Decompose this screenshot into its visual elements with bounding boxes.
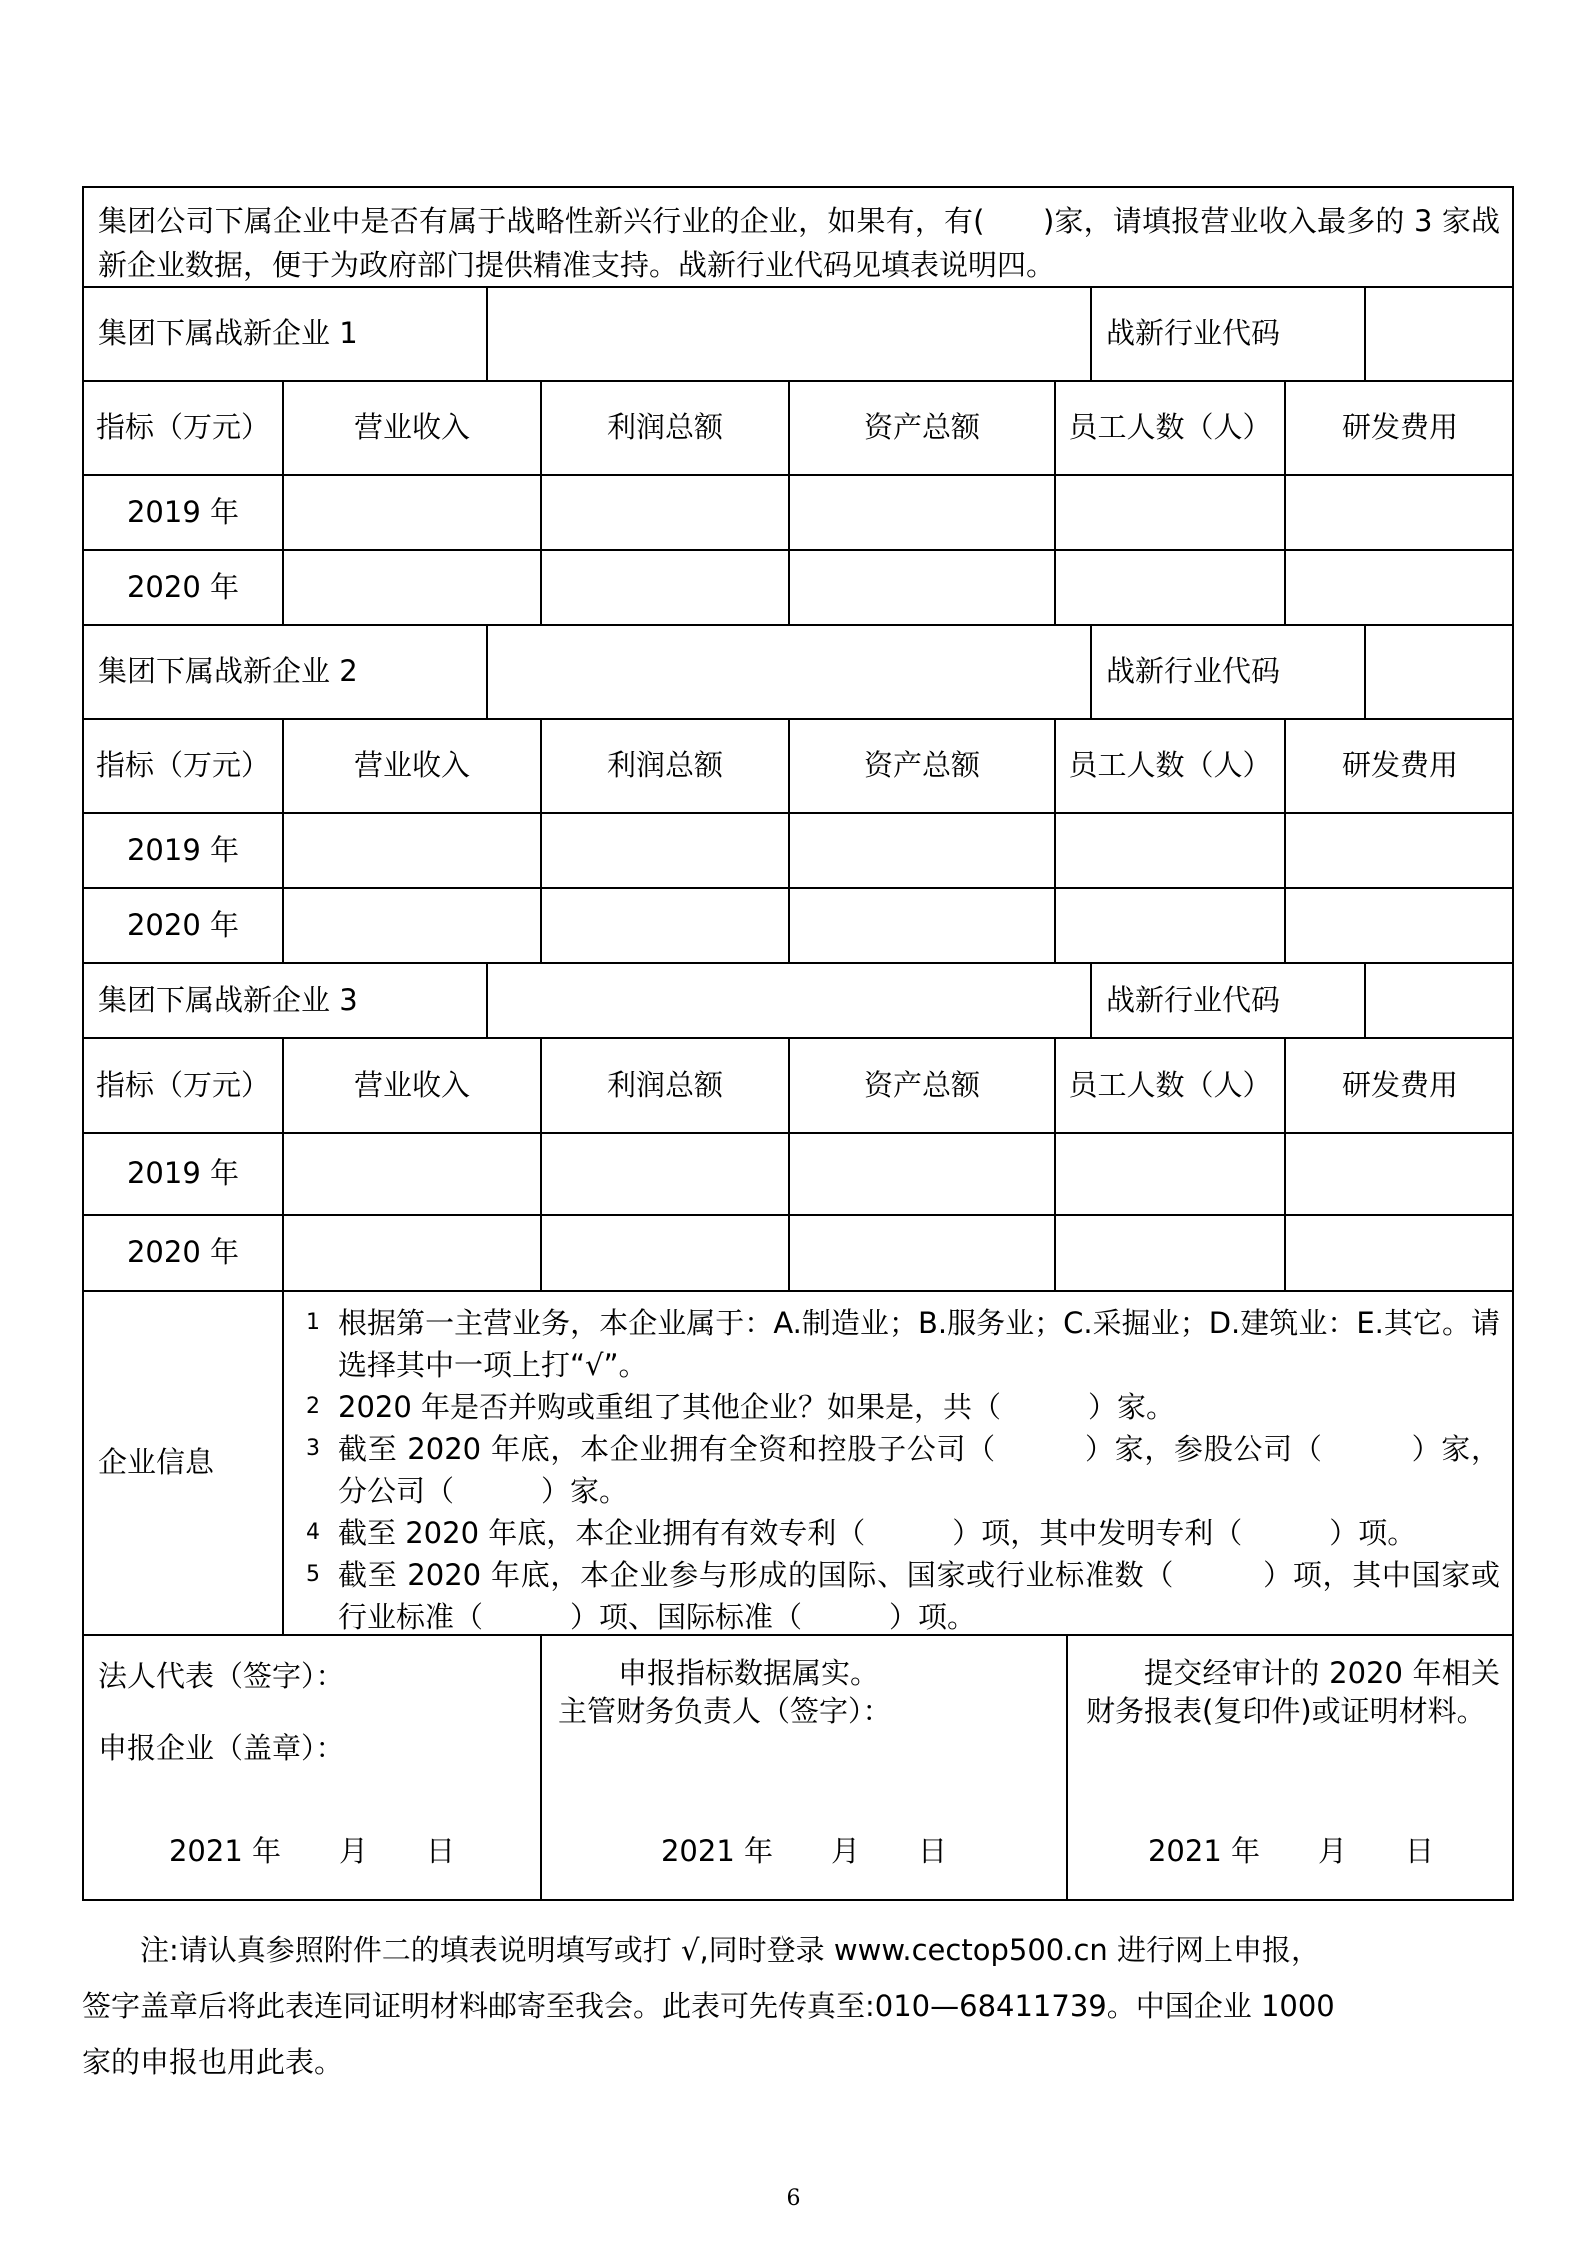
footnote-line-1: 注:请认真参照附件二的填表说明填写或打 √,同时登录 www.cectop500.cn 进行网上申报，: [140, 1933, 1320, 1967]
list-item: 2 2020 年是否并购或重组了其他企业？如果是，共（ ）家。: [306, 1390, 1176, 1424]
enterprise-2-code-label: 战新行业代码: [1090, 624, 1364, 718]
header-rd: 研发费用: [1284, 1037, 1514, 1132]
year-2019: 2019 年: [82, 812, 282, 887]
input-cell[interactable]: [282, 887, 540, 962]
intro-cell: [82, 186, 1514, 286]
enterprise-1-code-label: 战新行业代码: [1090, 286, 1364, 380]
input-cell[interactable]: [282, 1214, 540, 1290]
input-cell[interactable]: [1284, 812, 1514, 887]
date-line: 2021 年 月 日: [660, 1833, 948, 1868]
input-cell[interactable]: [788, 887, 1054, 962]
enterprise-3-label: 集团下属战新企业 3: [82, 962, 486, 1037]
input-cell[interactable]: [1284, 474, 1514, 549]
list-item: 5 截至 2020 年底，本企业参与形成的国际、国家或行业标准数（ ）项，其中国家或行业标准（ ）项、国际标准（ ）项。: [306, 1558, 1500, 1634]
header-indicator: 指标（万元）: [82, 380, 282, 474]
input-cell[interactable]: [1054, 549, 1284, 624]
input-cell[interactable]: [1054, 1214, 1284, 1290]
enterprise-3-code-label: 战新行业代码: [1090, 962, 1364, 1037]
legal-rep-signature-label: 法人代表（签字）：: [98, 1659, 345, 1693]
enterprise-2-name-field[interactable]: [486, 624, 1090, 718]
header-revenue: 营业收入: [282, 718, 540, 812]
header-profit: 利润总额: [540, 380, 788, 474]
enterprise-2-code-field[interactable]: [1364, 624, 1514, 718]
input-cell[interactable]: [788, 549, 1054, 624]
signature-documents: [1066, 1634, 1514, 1901]
input-cell[interactable]: [788, 474, 1054, 549]
input-cell[interactable]: [1054, 1132, 1284, 1214]
finance-head-signature-label: 主管财务负责人（签字）：: [558, 1694, 892, 1728]
header-revenue: 营业收入: [282, 1037, 540, 1132]
signature-finance: [540, 1634, 1066, 1901]
input-cell[interactable]: [1284, 887, 1514, 962]
header-profit: 利润总额: [540, 718, 788, 812]
signature-legal-rep: [82, 1634, 540, 1901]
input-cell[interactable]: [540, 887, 788, 962]
header-indicator: 指标（万元）: [82, 1037, 282, 1132]
date-line: 2021 年 月 日: [1147, 1833, 1435, 1868]
enterprise-2-label: 集团下属战新企业 2: [82, 624, 486, 718]
year-2020: 2020 年: [82, 1214, 282, 1290]
input-cell[interactable]: [1054, 887, 1284, 962]
enterprise-1-name-field[interactable]: [486, 286, 1090, 380]
input-cell[interactable]: [788, 1132, 1054, 1214]
enterprise-1-code-field[interactable]: [1364, 286, 1514, 380]
data-truth-statement: 申报指标数据属实。: [618, 1656, 880, 1690]
input-cell[interactable]: [540, 812, 788, 887]
input-cell[interactable]: [282, 549, 540, 624]
header-employees: 员工人数（人）: [1054, 718, 1284, 812]
footnote-line-3: 家的申报也用此表。: [82, 2045, 344, 2079]
company-seal-label: 申报企业（盖章）：: [98, 1731, 345, 1765]
footnote: [82, 1922, 1482, 2090]
documents-statement: 提交经审计的 2020 年相关财务报表(复印件)或证明材料。: [1086, 1656, 1500, 1728]
year-2019: 2019 年: [82, 474, 282, 549]
page-number: 6: [786, 2186, 801, 2211]
input-cell[interactable]: [540, 474, 788, 549]
list-item: 3 截至 2020 年底，本企业拥有全资和控股子公司（ ）家，参股公司（ ）家，分公司（ ）家。: [306, 1432, 1500, 1508]
enterprise-3-name-field[interactable]: [486, 962, 1090, 1037]
input-cell[interactable]: [788, 1214, 1054, 1290]
input-cell[interactable]: [788, 812, 1054, 887]
intro-text: 集团公司下属企业中是否有属于战略性新兴行业的企业，如果有，有( )家，请填报营业收入最多的 3 家战新企业数据，便于为政府部门提供精准支持。战新行业代码见填表说明四。: [98, 204, 1500, 282]
input-cell[interactable]: [282, 1132, 540, 1214]
enterprise-info-label: 企业信息: [82, 1290, 282, 1634]
header-employees: 员工人数（人）: [1054, 380, 1284, 474]
list-item: 4 截至 2020 年底，本企业拥有有效专利（ ）项，其中发明专利（ ）项。: [306, 1516, 1417, 1550]
input-cell[interactable]: [540, 1132, 788, 1214]
enterprise-1-label: 集团下属战新企业 1: [82, 286, 486, 380]
input-cell[interactable]: [540, 1214, 788, 1290]
header-profit: 利润总额: [540, 1037, 788, 1132]
year-2020: 2020 年: [82, 549, 282, 624]
header-rd: 研发费用: [1284, 380, 1514, 474]
input-cell[interactable]: [1284, 1132, 1514, 1214]
input-cell[interactable]: [1054, 474, 1284, 549]
input-cell[interactable]: [540, 549, 788, 624]
enterprise-info-list: [282, 1290, 1514, 1634]
input-cell[interactable]: [1284, 549, 1514, 624]
header-assets: 资产总额: [788, 718, 1054, 812]
input-cell[interactable]: [282, 812, 540, 887]
header-indicator: 指标（万元）: [82, 718, 282, 812]
header-rd: 研发费用: [1284, 718, 1514, 812]
application-form-table: [82, 186, 1514, 1901]
input-cell[interactable]: [282, 474, 540, 549]
footnote-line-2: 签字盖章后将此表连同证明材料邮寄至我会。此表可先传真至:010—68411739。中国企业 1000: [82, 1989, 1335, 2023]
header-revenue: 营业收入: [282, 380, 540, 474]
list-item: 1 根据第一主营业务，本企业属于：A.制造业；B.服务业；C.采掘业；D.建筑业：E.其它。请选择其中一项上打“√”。: [306, 1306, 1500, 1382]
input-cell[interactable]: [1054, 812, 1284, 887]
enterprise-3-code-field[interactable]: [1364, 962, 1514, 1037]
header-assets: 资产总额: [788, 1037, 1054, 1132]
year-2020: 2020 年: [82, 887, 282, 962]
input-cell[interactable]: [1284, 1214, 1514, 1290]
date-line: 2021 年 月 日: [168, 1833, 456, 1868]
year-2019: 2019 年: [82, 1132, 282, 1214]
header-employees: 员工人数（人）: [1054, 1037, 1284, 1132]
header-assets: 资产总额: [788, 380, 1054, 474]
